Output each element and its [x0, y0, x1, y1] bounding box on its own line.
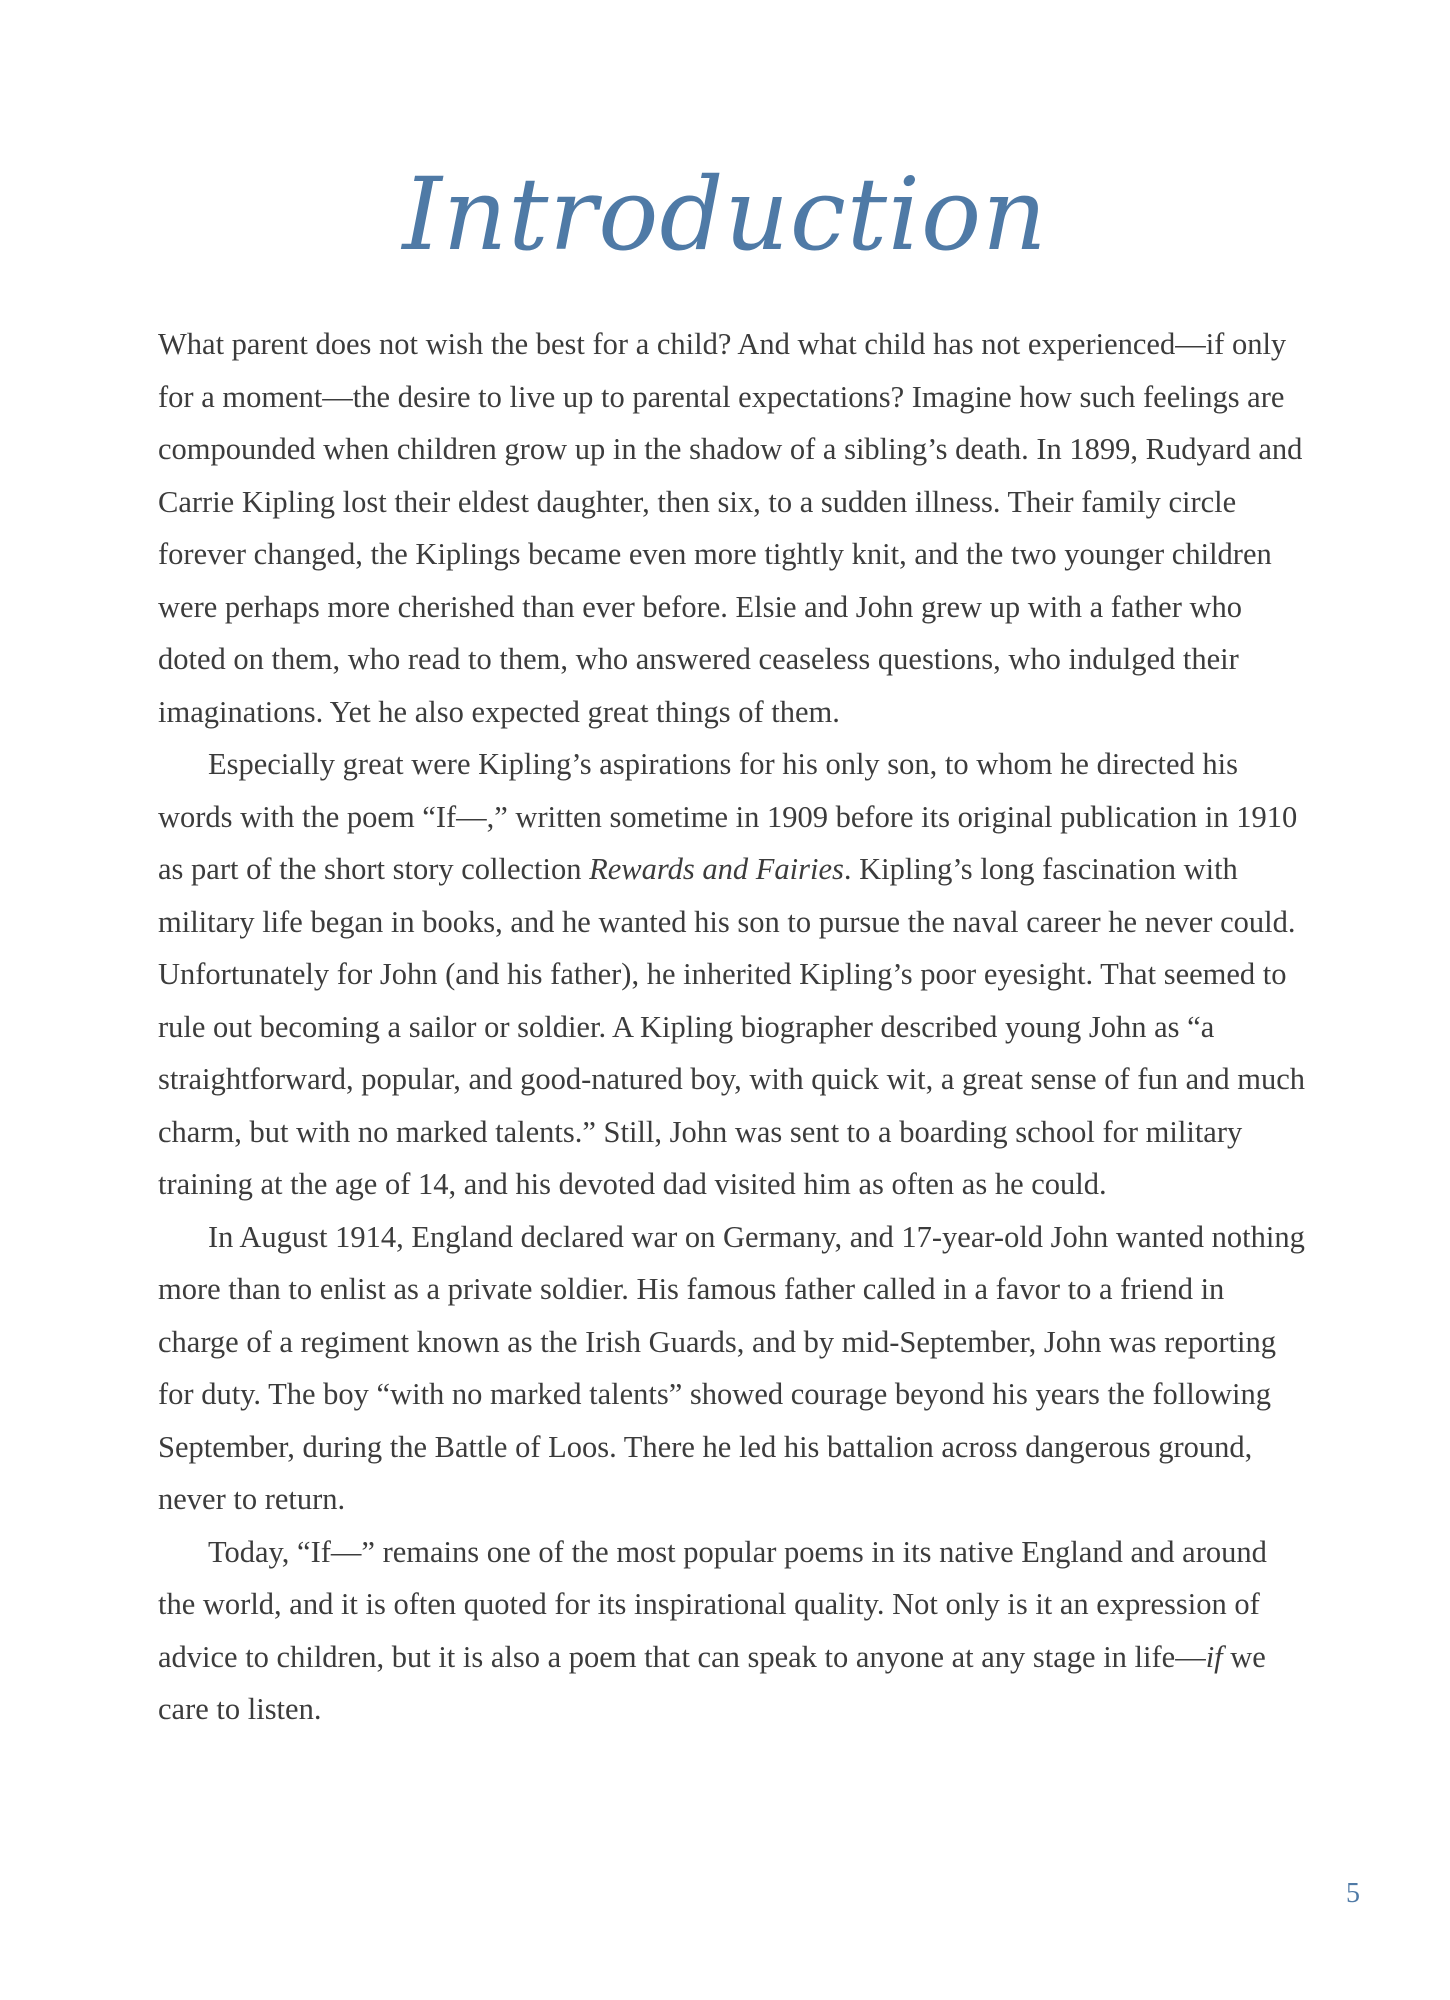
paragraph-3-text: In August 1914, England declared war on Germany, and 17-year-old John wanted nothing more than to enlist as a private soldier. His famous father called in a favor to a friend in charge of a regiment known as the Irish Guards, and by mid-September, John was reporting for duty. The boy “with no marked talents” showed courage beyond his years the following September, during the Battle of Loos. There he led his battalion across dangerous ground, never to return.: [158, 1219, 1305, 1516]
paragraph-2: [158, 738, 1308, 1211]
paragraph-1-text: What parent does not wish the best for a child? And what child has not experienced—if only for a moment—the desire to live up to parental expectations? Imagine how such feelings are compounded when children grow up in the shadow of a sibling’s death. In 1899, Rudyard and Carrie Kipling lost their eldest daughter, then six, to a sudden illness. Their family circle forever changed, the Kiplings became even more tightly knit, and the two younger children were perhaps more cherished than ever before. Elsie and John grew up with a father who doted on them, who read to them, who answered ceaseless questions, who indulged their imaginations. Yet he also expected great things of them.: [158, 327, 1303, 729]
page-number: 5: [1346, 1878, 1360, 1909]
paragraph-4-text-start: Today, “If—” remains one of the most popular poems in its native England and around the world, and it is often quoted for its inspirational quality. Not only is it an expression of advice to children, but it is also a poem that can speak to anyone at any stage in life—: [158, 1534, 1267, 1674]
chapter-title: Introduction: [402, 156, 1048, 273]
paragraph-4-text-end: we care to listen.: [158, 1639, 1266, 1726]
paragraph-2-text-end: . Kipling’s long fascination with military life began in books, and he wanted his son to pursue the naval career he never could. Unfortunately for John (and his father), he inherited Kipling’s poor eyesight. That seemed to rule out becoming a sailor or soldier. A Kipling biographer described young John as “a straightforward, popular, and good-natured boy, with quick wit, a great sense of fun and much charm, but with no marked talents.” Still, John was sent to a boarding school for military training at the age of 14, and his devoted dad visited him as often as he could.: [158, 852, 1306, 1201]
paragraph-4: [158, 1526, 1308, 1736]
paragraph-2-text-start: Especially great were Kipling’s aspirations for his only son, to whom he directed his words with the poem “If—,” written sometime in 1909 before its original publication in 1910 as part of the short story collection: [158, 747, 1298, 886]
paragraph-3: [158, 1211, 1308, 1526]
paragraph-1: [158, 318, 1308, 738]
introduction-body: [158, 318, 1308, 1736]
book-title-rewards-and-fairies: Rewards and Fairies: [589, 852, 844, 886]
emphasis-if: if: [1205, 1639, 1223, 1674]
